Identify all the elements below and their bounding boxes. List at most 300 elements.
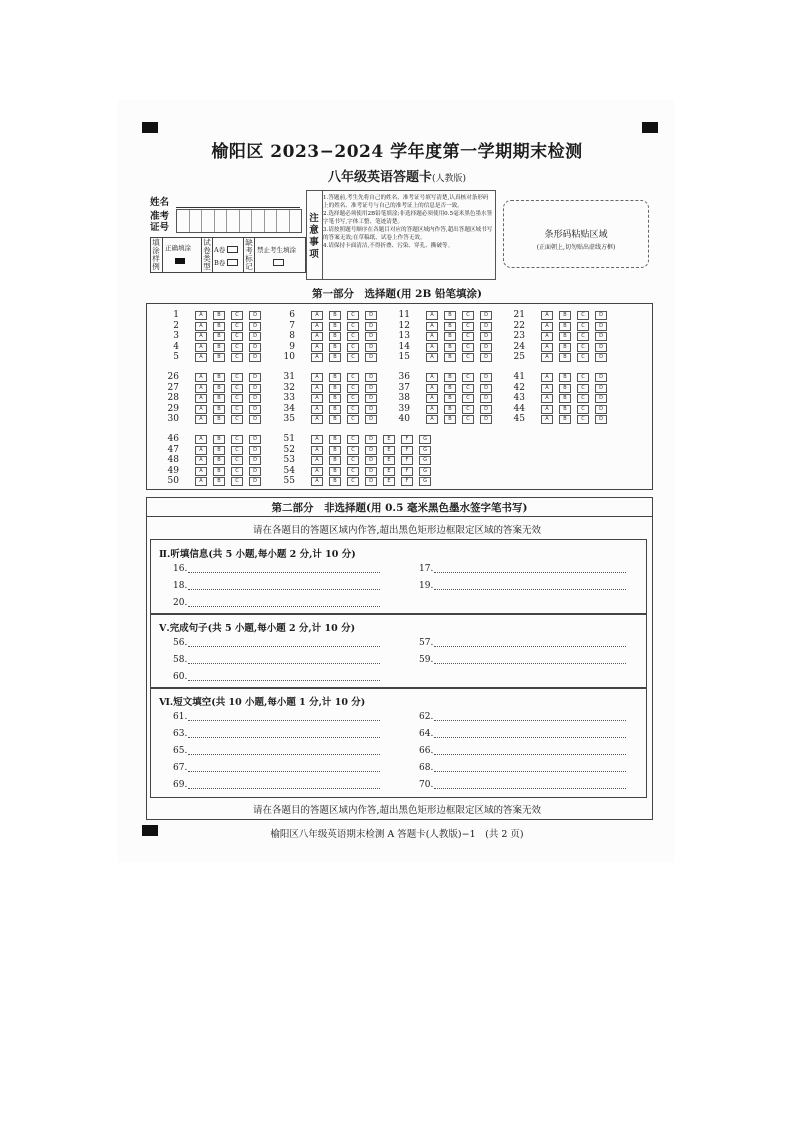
option-bubble-c[interactable]: C <box>231 322 243 331</box>
option-bubble-b[interactable]: B <box>329 332 341 341</box>
option-bubble-c[interactable]: C <box>347 373 359 382</box>
option-bubble-d[interactable]: D <box>480 343 492 352</box>
option-bubble-d[interactable]: D <box>595 332 607 341</box>
option-bubble-b[interactable]: B <box>213 394 225 403</box>
option-bubble-d[interactable]: D <box>249 405 261 414</box>
option-bubble-c[interactable]: C <box>462 343 474 352</box>
option-bubble-c[interactable]: C <box>462 405 474 414</box>
option-bubble-b[interactable]: B <box>213 415 225 424</box>
answer-line[interactable]: 64. <box>419 729 433 739</box>
option-bubble-b[interactable]: B <box>213 343 225 352</box>
option-bubble-c[interactable]: C <box>347 384 359 393</box>
answer-line[interactable]: 20. <box>173 598 187 608</box>
answer-line[interactable]: 63. <box>173 729 187 739</box>
page-footer: 榆阳区八年级英语期末检测 A 答题卡(人教版)−1 (共 2 页) <box>270 829 524 840</box>
barcode-area <box>503 200 649 268</box>
option-bubble-d[interactable]: D <box>595 353 607 362</box>
option-bubble-a[interactable]: A <box>541 394 553 403</box>
question-number: 22 <box>513 320 525 331</box>
option-bubble-d[interactable]: D <box>249 456 261 465</box>
option-bubble-c[interactable]: C <box>577 415 589 424</box>
option-bubble-a[interactable]: A <box>311 477 323 486</box>
option-bubble-b[interactable]: B <box>444 311 456 320</box>
option-bubble-b[interactable]: B <box>559 373 571 382</box>
option-bubble-c[interactable]: C <box>231 373 243 382</box>
question-number: 44 <box>513 403 525 414</box>
question-number: 34 <box>283 403 295 414</box>
option-bubble-c[interactable]: C <box>462 384 474 393</box>
option-bubble-f[interactable]: F <box>401 467 413 476</box>
option-bubble-a[interactable]: A <box>426 322 438 331</box>
option-bubble-b[interactable]: B <box>329 373 341 382</box>
option-bubble-b[interactable]: B <box>559 415 571 424</box>
option-bubble-c[interactable]: C <box>462 332 474 341</box>
option-bubble-d[interactable]: D <box>365 373 377 382</box>
question-number: 21 <box>513 310 525 320</box>
option-bubble-a[interactable]: A <box>195 332 207 341</box>
option-bubble-a[interactable]: A <box>541 384 553 393</box>
option-bubble-d[interactable]: D <box>480 322 492 331</box>
option-bubble-c[interactable]: C <box>347 343 359 352</box>
option-bubble-b[interactable]: B <box>213 332 225 341</box>
option-bubble-d[interactable]: D <box>249 435 261 444</box>
option-bubble-d[interactable]: D <box>249 394 261 403</box>
option-bubble-d[interactable]: D <box>249 322 261 331</box>
option-bubble-c[interactable]: C <box>347 415 359 424</box>
option-bubble-b[interactable]: B <box>329 311 341 320</box>
option-bubble-b[interactable]: B <box>444 332 456 341</box>
option-bubble-b[interactable]: B <box>213 435 225 444</box>
absent-mark-box[interactable] <box>273 259 284 266</box>
option-bubble-b[interactable]: B <box>444 384 456 393</box>
question-number: 40 <box>398 414 410 424</box>
note-item: 1.答题前,考生先将自己的姓名、准考证号填写清楚,认真核对条形码上的姓名、准考证号与自己的准考证上的信息是否一致。 <box>323 195 489 209</box>
option-bubble-a[interactable]: A <box>541 405 553 414</box>
answer-line[interactable]: 69. <box>173 780 187 790</box>
option-bubble-b[interactable]: B <box>559 343 571 352</box>
option-bubble-b[interactable]: B <box>559 405 571 414</box>
option-bubble-e[interactable]: E <box>383 477 395 486</box>
option-bubble-e[interactable]: E <box>383 467 395 476</box>
question-number: 7 <box>289 320 295 331</box>
answer-line[interactable]: 56. <box>173 638 187 648</box>
option-bubble-a[interactable]: A <box>195 384 207 393</box>
part2-instruction: 请在各题目的答题区域内作答,超出黑色矩形边框限定区域的答案无效 <box>252 525 542 536</box>
option-bubble-b[interactable]: B <box>444 373 456 382</box>
section-cloze <box>150 687 647 798</box>
option-bubble-a[interactable]: A <box>311 332 323 341</box>
answer-line[interactable]: 60. <box>173 672 187 682</box>
page-title: 榆阳区 2023−2024 学年度第一学期期末检测 <box>211 142 583 162</box>
option-bubble-b[interactable]: B <box>559 332 571 341</box>
option-bubble-f[interactable]: F <box>401 446 413 455</box>
option-bubble-c[interactable]: C <box>347 467 359 476</box>
option-bubble-c[interactable]: C <box>231 332 243 341</box>
option-bubble-d[interactable]: D <box>595 311 607 320</box>
option-bubble-g[interactable]: G <box>419 435 431 444</box>
option-bubble-a[interactable]: A <box>541 343 553 352</box>
option-bubble-a[interactable]: A <box>311 405 323 414</box>
option-bubble-c[interactable]: C <box>347 332 359 341</box>
section-complete-sentences <box>150 613 647 689</box>
option-bubble-a[interactable]: A <box>195 343 207 352</box>
option-bubble-a[interactable]: A <box>195 322 207 331</box>
option-bubble-a[interactable]: A <box>195 405 207 414</box>
part2-title: 第二部分 非选择题(用 0.5 毫米黑色墨水签字笔书写) <box>271 502 528 514</box>
option-bubble-b[interactable]: B <box>329 477 341 486</box>
option-bubble-d[interactable]: D <box>365 332 377 341</box>
option-bubble-c[interactable]: C <box>577 332 589 341</box>
option-bubble-b[interactable]: B <box>213 311 225 320</box>
option-bubble-a[interactable]: A <box>195 353 207 362</box>
question-number: 5 <box>173 352 179 362</box>
option-bubble-d[interactable]: D <box>595 322 607 331</box>
option-bubble-c[interactable]: C <box>231 353 243 362</box>
answer-line[interactable]: 59. <box>419 655 433 665</box>
option-bubble-c[interactable]: C <box>347 446 359 455</box>
option-bubble-c[interactable]: C <box>462 353 474 362</box>
question-number: 50 <box>167 476 179 486</box>
option-bubble-d[interactable]: D <box>249 467 261 476</box>
option-bubble-c[interactable]: C <box>462 311 474 320</box>
option-bubble-d[interactable]: D <box>480 311 492 320</box>
option-bubble-b[interactable]: B <box>559 322 571 331</box>
option-bubble-e[interactable]: E <box>383 435 395 444</box>
option-bubble-b[interactable]: B <box>213 467 225 476</box>
option-bubble-b[interactable]: B <box>329 384 341 393</box>
answer-line[interactable]: 67. <box>173 763 187 773</box>
option-bubble-d[interactable]: D <box>249 415 261 424</box>
answer-line[interactable]: 57. <box>419 638 433 648</box>
option-bubble-a[interactable]: A <box>426 405 438 414</box>
option-bubble-b[interactable]: B <box>213 456 225 465</box>
option-bubble-c[interactable]: C <box>231 343 243 352</box>
option-bubble-d[interactable]: D <box>249 332 261 341</box>
option-bubble-a[interactable]: A <box>541 415 553 424</box>
question-number: 52 <box>283 444 295 455</box>
option-bubble-b[interactable]: B <box>559 384 571 393</box>
question-number: 46 <box>167 434 179 444</box>
question-number: 47 <box>167 444 179 455</box>
note-item: 3.请按照题号顺序在各题目对应的答题区域内作答,超出答题区域书写的答案无效;在草稿纸、试卷上作答无效。 <box>323 227 493 241</box>
option-bubble-b[interactable]: B <box>559 311 571 320</box>
option-bubble-d[interactable]: D <box>249 373 261 382</box>
option-bubble-b[interactable]: B <box>329 394 341 403</box>
option-bubble-c[interactable]: C <box>577 373 589 382</box>
option-bubble-c[interactable]: C <box>231 384 243 393</box>
option-bubble-a[interactable]: A <box>195 446 207 455</box>
answer-line[interactable]: 68. <box>419 763 433 773</box>
option-bubble-c[interactable]: C <box>231 456 243 465</box>
option-bubble-a[interactable]: A <box>311 456 323 465</box>
option-bubble-a[interactable]: A <box>311 467 323 476</box>
option-bubble-a[interactable]: A <box>311 311 323 320</box>
option-bubble-b[interactable]: B <box>444 343 456 352</box>
option-bubble-c[interactable]: C <box>231 467 243 476</box>
question-number: 30 <box>167 414 179 424</box>
option-bubble-c[interactable]: C <box>347 394 359 403</box>
option-bubble-f[interactable]: F <box>401 477 413 486</box>
option-bubble-c[interactable]: C <box>231 405 243 414</box>
answer-line[interactable]: 62. <box>419 712 433 722</box>
part1-box <box>146 303 653 490</box>
option-bubble-b[interactable]: B <box>213 373 225 382</box>
option-bubble-a[interactable]: A <box>195 467 207 476</box>
option-bubble-f[interactable]: F <box>401 456 413 465</box>
paper-type-b: B卷 <box>214 259 226 267</box>
question-number: 55 <box>283 476 295 486</box>
option-bubble-b[interactable]: B <box>213 322 225 331</box>
option-bubble-d[interactable]: D <box>365 467 377 476</box>
option-bubble-d[interactable]: D <box>249 477 261 486</box>
note-item: 2.选择题必须使用2B铅笔填涂;非选择题必须使用0.5毫米黑色墨水签字笔书写,字体工整、笔迹清楚。 <box>323 211 493 225</box>
option-bubble-b[interactable]: B <box>444 415 456 424</box>
question-number: 45 <box>513 414 525 424</box>
option-bubble-b[interactable]: B <box>444 322 456 331</box>
option-bubble-d[interactable]: D <box>365 456 377 465</box>
question-number: 10 <box>283 352 295 362</box>
option-bubble-d[interactable]: D <box>365 446 377 455</box>
option-bubble-a[interactable]: A <box>311 343 323 352</box>
option-bubble-d[interactable]: D <box>480 394 492 403</box>
option-bubble-a[interactable]: A <box>311 322 323 331</box>
option-bubble-a[interactable]: A <box>541 373 553 382</box>
option-bubble-d[interactable]: D <box>480 353 492 362</box>
option-bubble-a[interactable]: A <box>311 384 323 393</box>
option-bubble-c[interactable]: C <box>231 311 243 320</box>
option-bubble-b[interactable]: B <box>213 353 225 362</box>
note-item: 4.请保持卡面清洁,不得折叠、污染、穿孔、撕破等。 <box>323 243 454 249</box>
option-bubble-a[interactable]: A <box>311 394 323 403</box>
option-bubble-a[interactable]: A <box>195 477 207 486</box>
option-bubble-d[interactable]: D <box>480 415 492 424</box>
option-bubble-b[interactable]: B <box>444 394 456 403</box>
option-bubble-a[interactable]: A <box>311 353 323 362</box>
option-bubble-a[interactable]: A <box>311 415 323 424</box>
option-bubble-c[interactable]: C <box>462 415 474 424</box>
answer-line[interactable]: 66. <box>419 746 433 756</box>
option-bubble-a[interactable]: A <box>195 456 207 465</box>
answer-line[interactable]: 65. <box>173 746 187 756</box>
option-bubble-g[interactable]: G <box>419 446 431 455</box>
question-number: 31 <box>283 372 295 382</box>
option-bubble-c[interactable]: C <box>577 353 589 362</box>
name-line[interactable] <box>176 207 300 208</box>
option-bubble-d[interactable]: D <box>595 394 607 403</box>
option-bubble-a[interactable]: A <box>426 332 438 341</box>
option-bubble-b[interactable]: B <box>329 353 341 362</box>
question-number: 26 <box>167 372 179 382</box>
option-bubble-c[interactable]: C <box>231 415 243 424</box>
option-bubble-g[interactable]: G <box>419 467 431 476</box>
question-number: 54 <box>283 465 295 476</box>
option-bubble-d[interactable]: D <box>365 353 377 362</box>
option-bubble-e[interactable]: E <box>383 446 395 455</box>
option-bubble-a[interactable]: A <box>195 415 207 424</box>
option-bubble-d[interactable]: D <box>595 373 607 382</box>
question-number: 48 <box>167 455 179 465</box>
option-bubble-d[interactable]: D <box>365 394 377 403</box>
option-bubble-a[interactable]: A <box>426 343 438 352</box>
option-bubble-d[interactable]: D <box>249 311 261 320</box>
exam-id-label-1: 准考 <box>150 211 170 222</box>
question-number: 23 <box>513 331 525 341</box>
option-bubble-c[interactable]: C <box>462 322 474 331</box>
option-bubble-a[interactable]: A <box>426 415 438 424</box>
option-bubble-c[interactable]: C <box>577 322 589 331</box>
option-bubble-d[interactable]: D <box>480 384 492 393</box>
option-bubble-c[interactable]: C <box>347 435 359 444</box>
question-number: 14 <box>398 341 410 352</box>
answer-line[interactable]: 61. <box>173 712 187 722</box>
answer-line[interactable]: 16. <box>173 564 187 574</box>
option-bubble-c[interactable]: C <box>577 311 589 320</box>
option-bubble-d[interactable]: D <box>480 332 492 341</box>
option-bubble-d[interactable]: D <box>365 477 377 486</box>
option-bubble-d[interactable]: D <box>595 405 607 414</box>
option-bubble-a[interactable]: A <box>426 373 438 382</box>
option-bubble-e[interactable]: E <box>383 456 395 465</box>
option-bubble-a[interactable]: A <box>426 394 438 403</box>
option-bubble-a[interactable]: A <box>195 311 207 320</box>
option-bubble-c[interactable]: C <box>347 322 359 331</box>
option-bubble-a[interactable]: A <box>311 373 323 382</box>
question-number: 33 <box>283 393 295 403</box>
answer-line[interactable]: 58. <box>173 655 187 665</box>
option-bubble-a[interactable]: A <box>541 311 553 320</box>
option-bubble-a[interactable]: A <box>541 332 553 341</box>
option-bubble-b[interactable]: B <box>559 353 571 362</box>
option-bubble-b[interactable]: B <box>329 467 341 476</box>
option-bubble-d[interactable]: D <box>249 446 261 455</box>
option-bubble-d[interactable]: D <box>365 343 377 352</box>
option-bubble-d[interactable]: D <box>365 415 377 424</box>
option-bubble-d[interactable]: D <box>365 435 377 444</box>
option-bubble-b[interactable]: B <box>329 343 341 352</box>
paper-type-a-box[interactable] <box>227 246 238 253</box>
option-bubble-d[interactable]: D <box>365 405 377 414</box>
option-bubble-d[interactable]: D <box>249 353 261 362</box>
absent-note: 禁止考生填涂 <box>257 246 296 254</box>
option-bubble-d[interactable]: D <box>365 322 377 331</box>
option-bubble-c[interactable]: C <box>231 446 243 455</box>
option-bubble-b[interactable]: B <box>213 405 225 414</box>
subtitle-edition: (人教版) <box>431 174 467 184</box>
option-bubble-a[interactable]: A <box>426 353 438 362</box>
option-bubble-f[interactable]: F <box>401 435 413 444</box>
option-bubble-d[interactable]: D <box>249 343 261 352</box>
option-bubble-b[interactable]: B <box>329 456 341 465</box>
option-bubble-c[interactable]: C <box>231 394 243 403</box>
option-bubble-c[interactable]: C <box>347 456 359 465</box>
section-listening <box>150 539 647 615</box>
question-number: 9 <box>289 341 295 352</box>
question-number: 27 <box>167 382 179 393</box>
option-bubble-c[interactable]: C <box>347 353 359 362</box>
answer-line[interactable]: 70. <box>419 780 433 790</box>
option-bubble-c[interactable]: C <box>462 394 474 403</box>
option-bubble-b[interactable]: B <box>444 353 456 362</box>
option-bubble-a[interactable]: A <box>195 394 207 403</box>
option-bubble-d[interactable]: D <box>595 384 607 393</box>
option-bubble-c[interactable]: C <box>577 384 589 393</box>
paper-type-b-box[interactable] <box>227 259 238 266</box>
option-bubble-c[interactable]: C <box>231 477 243 486</box>
option-bubble-c[interactable]: C <box>347 477 359 486</box>
question-number: 39 <box>398 403 410 414</box>
answer-line[interactable]: 18. <box>173 581 187 591</box>
option-bubble-a[interactable]: A <box>195 373 207 382</box>
option-bubble-a[interactable]: A <box>195 435 207 444</box>
option-bubble-a[interactable]: A <box>541 322 553 331</box>
option-bubble-b[interactable]: B <box>213 446 225 455</box>
answer-line[interactable]: 17. <box>419 564 433 574</box>
paper-type-a: A卷 <box>214 246 226 254</box>
barcode-note: (正面朝上,切勿贴出虚线方框) <box>536 244 616 251</box>
option-bubble-b[interactable]: B <box>329 405 341 414</box>
part1-title: 第一部分 选择题(用 2B 铅笔填涂) <box>312 288 482 300</box>
exam-id-label-2: 证号 <box>150 222 170 233</box>
question-number: 15 <box>398 352 410 362</box>
option-bubble-b[interactable]: B <box>329 446 341 455</box>
page-subtitle <box>0 166 794 185</box>
option-bubble-d[interactable]: D <box>480 405 492 414</box>
option-bubble-c[interactable]: C <box>577 405 589 414</box>
question-number: 6 <box>289 310 295 320</box>
absent-mark-label: 缺考标记 <box>245 238 253 271</box>
option-bubble-a[interactable]: A <box>426 384 438 393</box>
option-bubble-b[interactable]: B <box>559 394 571 403</box>
option-bubble-g[interactable]: G <box>419 456 431 465</box>
question-number: 3 <box>173 331 179 341</box>
option-bubble-d[interactable]: D <box>365 311 377 320</box>
option-bubble-b[interactable]: B <box>213 477 225 486</box>
option-bubble-c[interactable]: C <box>347 311 359 320</box>
option-bubble-d[interactable]: D <box>595 415 607 424</box>
option-bubble-c[interactable]: C <box>577 394 589 403</box>
option-bubble-a[interactable]: A <box>426 311 438 320</box>
option-bubble-g[interactable]: G <box>419 477 431 486</box>
question-number: 29 <box>167 403 179 414</box>
option-bubble-c[interactable]: C <box>577 343 589 352</box>
correct-fill-sample <box>175 258 185 264</box>
question-number: 11 <box>398 310 410 320</box>
section-heading: Ⅱ.听填信息(共 5 小题,每小题 2 分,计 10 分) <box>159 549 356 560</box>
option-bubble-d[interactable]: D <box>480 373 492 382</box>
notes-heading: 注意事项 <box>309 213 319 260</box>
option-bubble-b[interactable]: B <box>329 322 341 331</box>
exam-id-boxes[interactable] <box>176 209 302 233</box>
option-bubble-c[interactable]: C <box>347 405 359 414</box>
option-bubble-a[interactable]: A <box>541 353 553 362</box>
option-bubble-d[interactable]: D <box>365 384 377 393</box>
question-number: 43 <box>513 393 525 403</box>
option-bubble-a[interactable]: A <box>311 435 323 444</box>
option-bubble-c[interactable]: C <box>462 373 474 382</box>
option-bubble-b[interactable]: B <box>329 435 341 444</box>
name-label: 姓名 <box>150 197 170 208</box>
option-bubble-b[interactable]: B <box>213 384 225 393</box>
option-bubble-b[interactable]: B <box>329 415 341 424</box>
answer-line[interactable]: 19. <box>419 581 433 591</box>
question-number: 2 <box>173 320 179 331</box>
option-bubble-c[interactable]: C <box>231 435 243 444</box>
option-bubble-d[interactable]: D <box>249 384 261 393</box>
option-bubble-b[interactable]: B <box>444 405 456 414</box>
option-bubble-d[interactable]: D <box>595 343 607 352</box>
option-bubble-a[interactable]: A <box>311 446 323 455</box>
question-number: 53 <box>283 455 295 465</box>
